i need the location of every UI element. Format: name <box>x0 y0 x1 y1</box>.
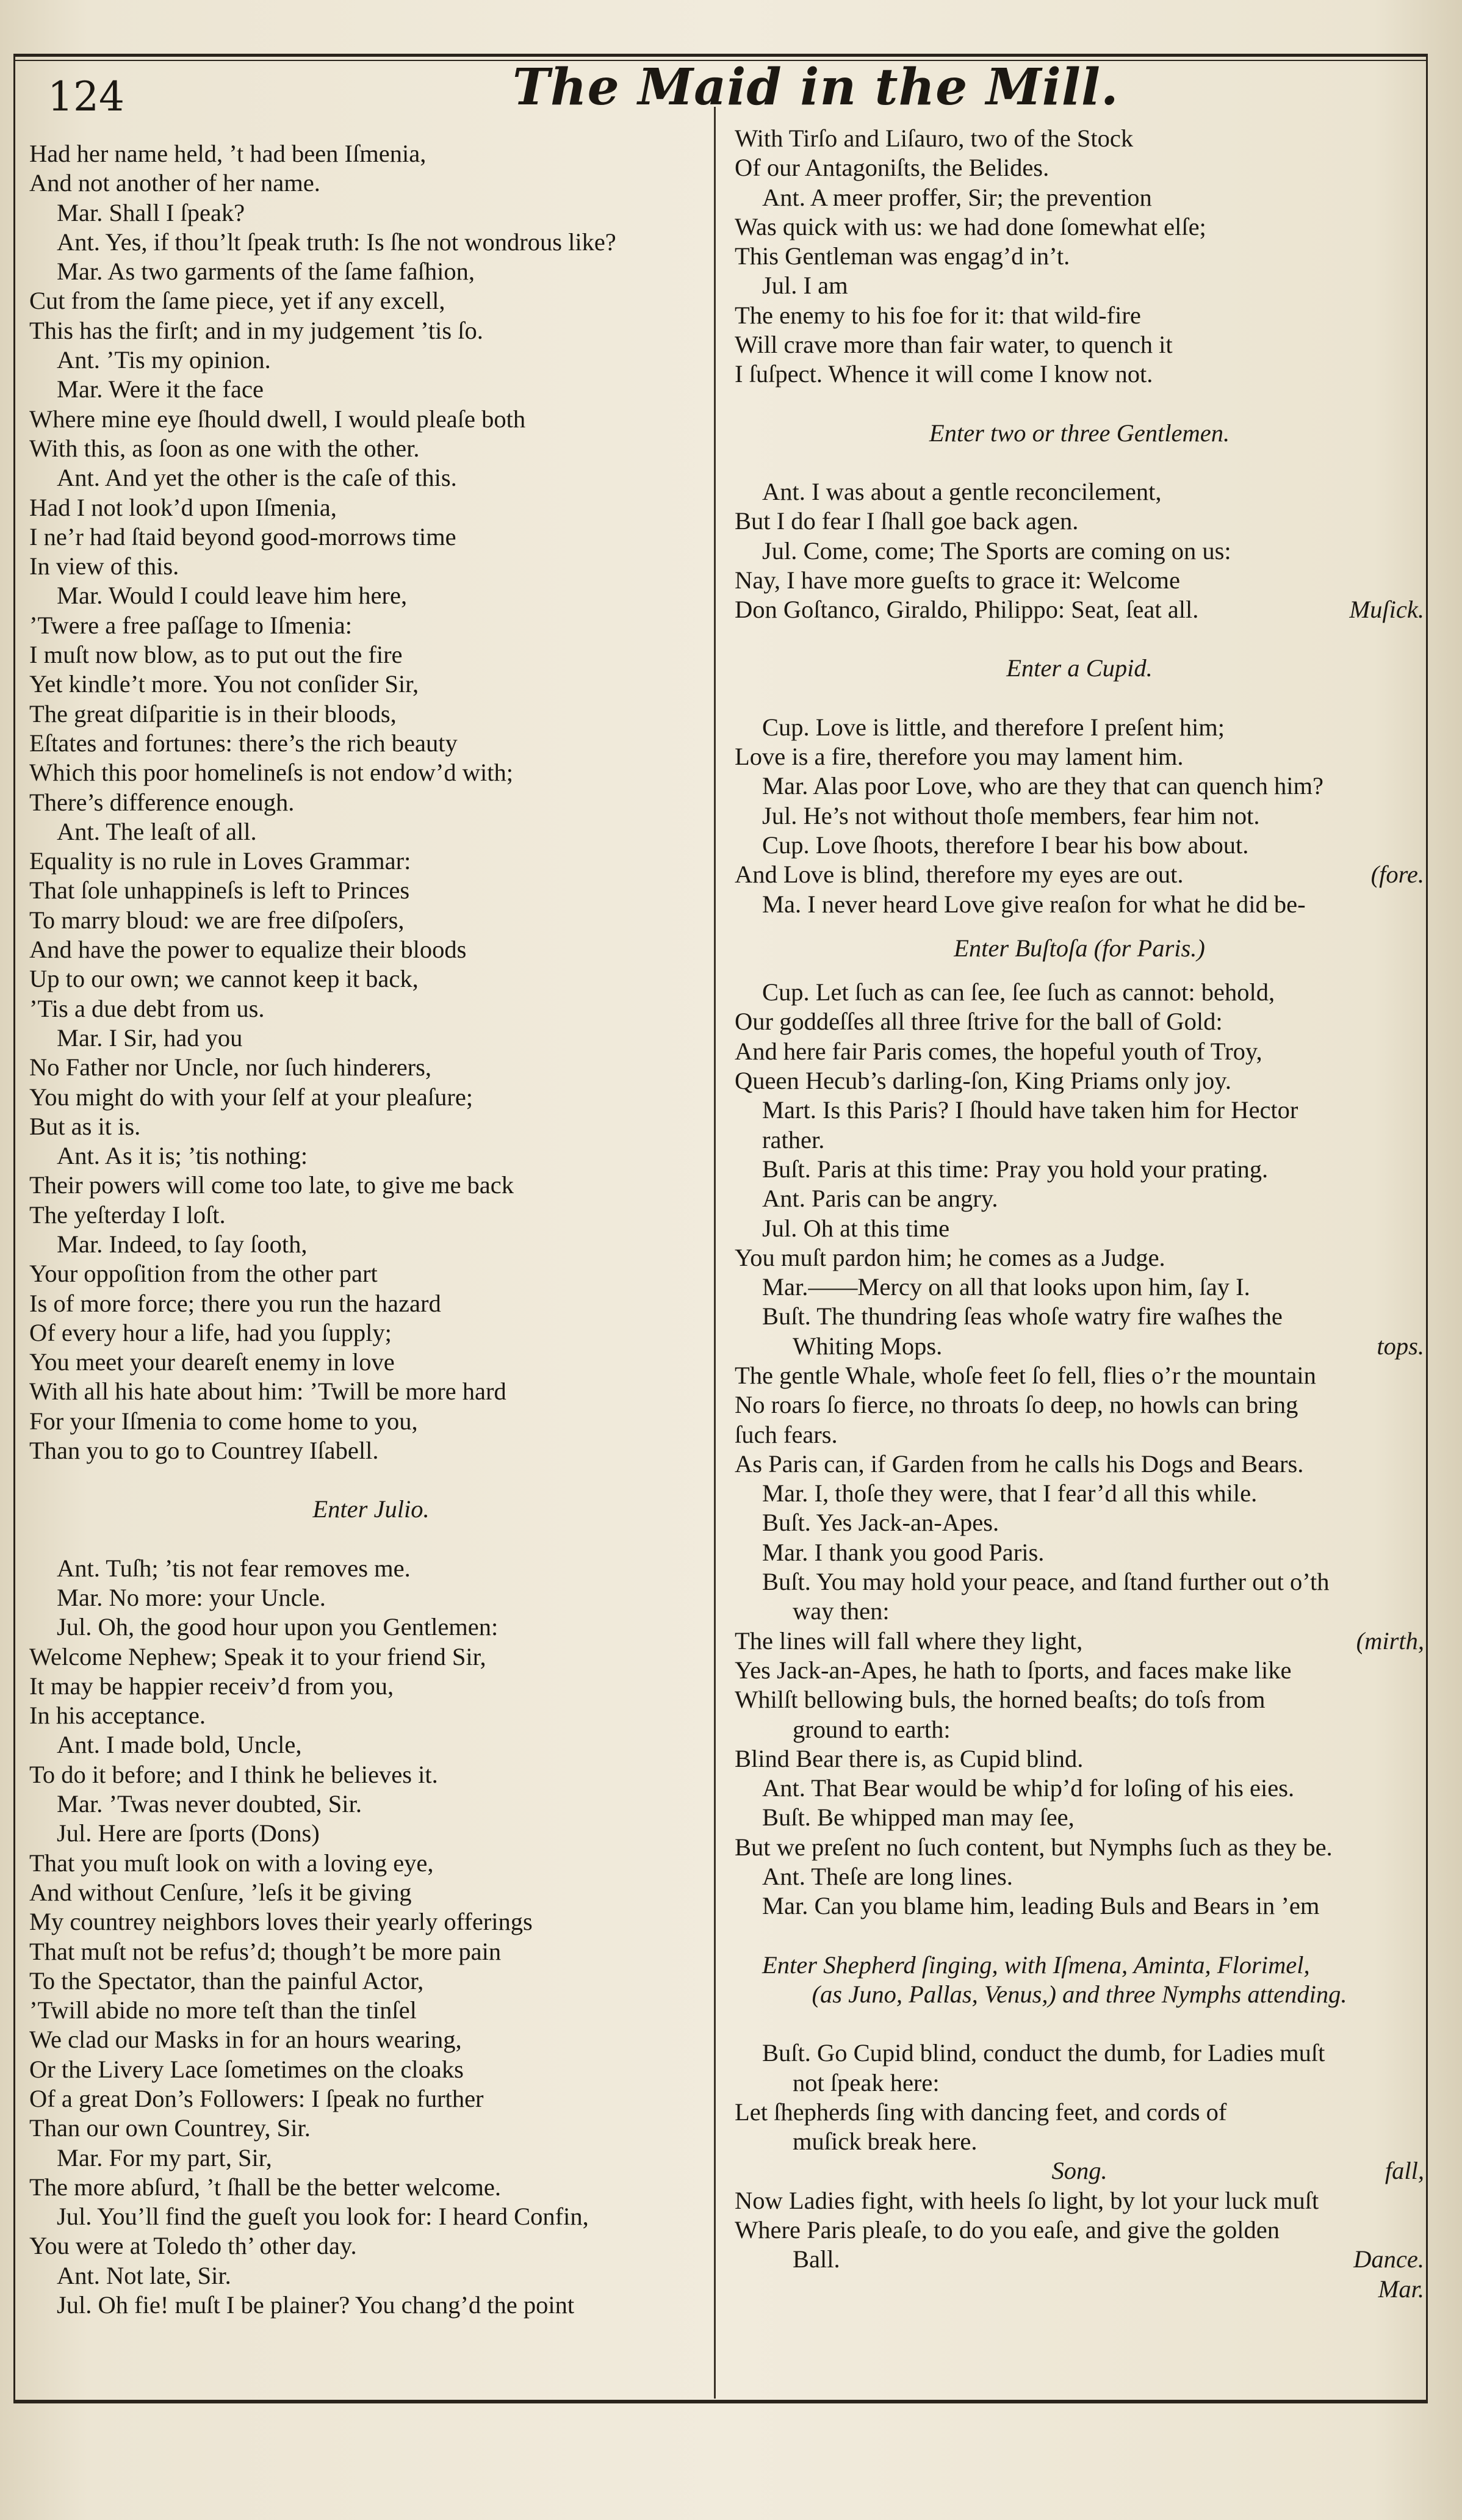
left-column-line: You might do with your ſelf at your pleaſure; <box>29 1083 474 1111</box>
left-column-line: Of a great Don’s Followers: I ſpeak no further <box>29 2085 484 2112</box>
left-column-line: Than you to go to Countrey Iſabell. <box>29 1437 379 1465</box>
right-column-line: Blind Bear there is, as Cupid blind. <box>735 1744 1084 1772</box>
left-column-line: ’Twere a free paſſage to Iſmenia: <box>29 611 352 639</box>
left-column-line: The more abſurd, ’t ſhall be the better welcome. <box>29 2173 501 2201</box>
right-column-line <box>735 448 1424 477</box>
right-column-line: Ant. A meer proffer, Sir; the prevention <box>762 183 1152 211</box>
left-column-line <box>29 1465 713 1495</box>
right-column-line: Was quick with us: we had done ſomewhat elſe; <box>735 212 1206 240</box>
right-column-line: Yes Jack-an-Apes, he hath to ſports, and faces make like <box>735 1656 1292 1684</box>
right-column-line: Buſt. Go Cupid blind, conduct the dumb, for Ladies muſt <box>762 2039 1325 2067</box>
left-column-line: You meet your deareſt enemy in love <box>29 1348 395 1376</box>
right-column-line: Ma. I never heard Love give reaſon for what he did be- <box>762 890 1306 918</box>
left-column-line: Mar. Shall I ſpeak? <box>57 198 245 226</box>
column-divider <box>714 107 716 2399</box>
left-column-line: This has the firſt; and in my judgement ’tis ſo. <box>29 316 483 344</box>
left-column-line: Jul. Here are ſports (Dons) <box>57 1819 320 1847</box>
right-column-line: Mar. Can you blame him, leading Buls and Bears in ’em <box>762 1892 1320 1920</box>
right-column-line: Ant. That Bear would be whip’d for loſing of his eies. <box>762 1774 1295 1802</box>
left-column-line: Which this poor homelineſs is not endow’d with; <box>29 759 514 787</box>
right-column-line: Queen Hecub’s darling-ſon, King Priams only joy. <box>735 1067 1231 1095</box>
left-column-line: ’Twill abide no more teſt than the tinſel <box>29 1996 417 2024</box>
right-column-line: Jul. Oh at this time <box>762 1214 950 1242</box>
right-column-line: Nay, I have more gueſts to grace it: Welcome <box>735 566 1180 594</box>
left-column-line: My countrey neighbors loves their yearly offerings <box>29 1908 533 1936</box>
right-column-line <box>735 2275 1424 2304</box>
right-column-line: But we preſent no ſuch content, but Nymphs ſuch as they be. <box>735 1833 1333 1861</box>
right-column-line: ground to earth: <box>793 1715 951 1743</box>
right-column-line: And Love is blind, therefore my eyes are out. (fore. <box>735 860 1424 889</box>
right-column-line: Of our Antagoniſts, the Belides. <box>735 154 1050 182</box>
left-column-line: Mar. For my part, Sir, <box>57 2143 272 2172</box>
left-column-line: I muſt now blow, as to put out the fire <box>29 641 403 669</box>
right-column-line: Where Paris pleaſe, to do you eaſe, and give the golden <box>735 2216 1280 2244</box>
right-margin-note: fall, <box>1385 2157 1424 2185</box>
left-column-line: No Father nor Uncle, nor ſuch hinderers, <box>29 1053 432 1081</box>
left-column-line: That you muſt look on with a loving eye, <box>29 1849 434 1877</box>
left-column <box>29 139 713 2320</box>
right-column-line: (as Juno, Pallas, Venus,) and three Nymphs attending. <box>812 1980 1347 2008</box>
left-column-line: With all his hate about him: ’Twill be more hard <box>29 1377 506 1406</box>
left-column-line: Mar. I Sir, had you <box>57 1024 243 1052</box>
right-column-line <box>735 684 1424 713</box>
left-column-line: For your Iſmenia to come home to you, <box>29 1407 418 1435</box>
right-column-line: Cup. Let ſuch as can ſee, ſee ſuch as cannot: behold, <box>762 978 1275 1006</box>
left-column-line: Mar. ’Twas never doubted, Sir. <box>57 1790 362 1818</box>
right-column-line: Song. fall, <box>735 2156 1424 2186</box>
right-column-line <box>735 1921 1424 1951</box>
right-column-line: Buſt. The thundring ſeas whoſe watry fire waſhes the <box>762 1302 1283 1330</box>
right-column-line <box>735 389 1424 419</box>
right-column-line: Ant. Theſe are long lines. <box>762 1863 1013 1891</box>
right-column-line: Mar. I thank you good Paris. <box>762 1538 1045 1566</box>
right-column-line: Let ſhepherds ſing with dancing feet, and cords of <box>735 2098 1227 2126</box>
right-column-line: The enemy to his foe for it: that wild-fire <box>735 301 1141 329</box>
right-margin-note: (mirth, <box>1356 1626 1424 1655</box>
left-column-line: In view of this. <box>29 552 179 580</box>
right-margin-note: (fore. <box>1370 861 1424 889</box>
left-column-line: Ant. Yes, if thou’lt ſpeak truth: Is ſhe not wondrous like? <box>57 228 616 256</box>
left-column-line: Had her name held, ’t had been Iſmenia, <box>29 140 427 167</box>
left-column-line: Jul. You’ll find the gueſt you look for: I heard Confin, <box>57 2203 589 2231</box>
right-column-line: rather. <box>762 1125 825 1153</box>
right-column-line <box>735 624 1424 654</box>
left-column-line: Mar. As two garments of the ſame faſhion, <box>57 258 475 286</box>
left-column-line: There’s difference enough. <box>29 788 295 816</box>
left-column-line: To do it before; and I think he believes it. <box>29 1760 438 1788</box>
left-column-line: You were at Toledo th’ other day. <box>29 2232 357 2260</box>
right-column-line: But I do fear I ſhall goe back agen. <box>735 507 1079 535</box>
right-column-line: Our goddeſſes all three ſtrive for the ball of Gold: <box>735 1008 1223 1036</box>
left-column-line: It may be happier receiv’d from you, <box>29 1672 394 1700</box>
right-column-line: Buſt. You may hold your peace, and ſtand further out o’th <box>762 1568 1330 1596</box>
left-column-line: Mar. Indeed, to ſay ſooth, <box>57 1230 308 1258</box>
right-column <box>735 124 1424 2304</box>
right-column-line: Will crave more than fair water, to quench it <box>735 331 1173 359</box>
frame-rule-left <box>13 54 15 2403</box>
right-column-line: Now Ladies fight, with heels ſo light, by lot your luck muſt <box>735 2186 1319 2214</box>
left-column-line: Ant. Not late, Sir. <box>57 2261 231 2289</box>
right-column-line <box>735 963 1424 978</box>
page-number: 124 <box>48 73 124 120</box>
right-column-line: And here fair Paris comes, the hopeful youth of Troy, <box>735 1037 1262 1065</box>
right-margin-note: Muſick. <box>1349 596 1424 624</box>
left-column-line: Ant. Tuſh; ’tis not fear removes me. <box>57 1554 411 1582</box>
left-column-line: Yet kindle’t more. You not conſider Sir, <box>29 670 419 698</box>
right-column-line: ſuch fears. <box>735 1420 838 1448</box>
left-column-line: Ant. And yet the other is the caſe of this. <box>57 464 457 492</box>
left-column-line: Of every hour a life, had you ſupply; <box>29 1318 392 1346</box>
left-column-line: Where mine eye ſhould dwell, I would pleaſe both <box>29 405 526 433</box>
right-margin-note: Dance. <box>1353 2245 1424 2273</box>
right-column-line: Whiting Mops. tops. <box>735 1332 1424 1361</box>
right-column-line: The gentle Whale, whoſe feet ſo fell, flies o’r the mountain <box>735 1361 1316 1389</box>
right-column-line: not ſpeak here: <box>793 2068 940 2096</box>
right-column-line <box>735 2009 1424 2038</box>
right-column-line: Enter a Cupid. <box>1006 654 1153 682</box>
running-title: The Maid in the Mill. <box>513 58 1119 117</box>
right-column-line: Jul. Come, come; The Sports are coming on us: <box>762 536 1231 565</box>
left-column-line: And not another of her name. <box>29 169 320 197</box>
frame-rule-bottom <box>13 2400 1428 2403</box>
right-column-line: Buſt. Yes Jack-an-Apes. <box>762 1509 999 1537</box>
right-column-line: Cup. Love ſhoots, therefore I bear his bow about. <box>762 831 1249 859</box>
right-margin-note: tops. <box>1377 1332 1424 1360</box>
right-column-line: Buſt. Be whipped man may ſee, <box>762 1803 1075 1832</box>
left-column-line: Jul. Oh fie! muſt I be plainer? You chang’d the point <box>57 2291 575 2319</box>
left-column-line: Mar. Were it the face <box>57 375 264 403</box>
right-column-line: Enter two or three Gentlemen. <box>929 419 1230 447</box>
right-column-line: As Paris can, if Garden from he calls his Dogs and Bears. <box>735 1450 1304 1478</box>
left-column-line: But as it is. <box>29 1112 141 1140</box>
right-column-line: No roars ſo fierce, no throats ſo deep, no howls can bring <box>735 1391 1298 1419</box>
left-column-line: Is of more force; there you run the hazard <box>29 1289 441 1317</box>
left-column-line: The yeſterday I loſt. <box>29 1200 226 1229</box>
right-column-line: With Tirſo and Liſauro, two of the Stock <box>735 125 1134 152</box>
right-column-line <box>735 919 1424 934</box>
left-column-line: Mar. No more: your Uncle. <box>57 1583 326 1611</box>
left-column-line: With this, as ſoon as one with the other. <box>29 434 420 462</box>
left-column-line: Ant. As it is; ’tis nothing: <box>57 1142 308 1170</box>
right-column-line: Ant. I was about a gentle reconcilement, <box>762 477 1162 505</box>
left-column-line: Jul. Oh, the good hour upon you Gentlemen: <box>57 1613 499 1641</box>
left-column-line: Welcome Nephew; Speak it to your friend Sir, <box>29 1642 486 1670</box>
left-column-line: Enter Julio. <box>312 1495 430 1523</box>
right-column-line: Don Goſtanco, Giraldo, Philippo: Seat, ſeat all. Muſick. <box>735 595 1424 624</box>
left-column-line: To marry bloud: we are free diſpoſers, <box>29 906 405 934</box>
right-column-line: Mar. I, thoſe they were, that I fear’d all this while. <box>762 1479 1258 1507</box>
right-column-line: I ſuſpect. Whence it will come I know not. <box>735 360 1153 388</box>
left-column-line: To the Spectator, than the painful Actor, <box>29 1966 424 1995</box>
right-column-line: Enter Buſtoſa (for Paris.) <box>954 934 1205 962</box>
right-column-line: Mar. Alas poor Love, who are they that can quench him? <box>762 772 1323 800</box>
left-column-line: Your oppoſition from the other part <box>29 1260 378 1288</box>
left-column-line: Up to our own; we cannot keep it back, <box>29 965 419 993</box>
left-column-line: In his acceptance. <box>29 1702 206 1730</box>
left-column-line: I ne’r had ſtaid beyond good-morrows time <box>29 522 456 551</box>
right-column-line: Ant. Paris can be angry. <box>762 1185 998 1213</box>
right-column-line: way then: <box>793 1597 890 1625</box>
left-column-line: Ant. I made bold, Uncle, <box>57 1731 302 1759</box>
left-column-line: And have the power to equalize their bloods <box>29 936 467 964</box>
right-column-line: Mar.——Mercy on all that looks upon him, ſay I. <box>762 1273 1250 1301</box>
left-column-line: ’Tis a due debt from us. <box>29 994 265 1022</box>
left-column-line: Cut from the ſame piece, yet if any excell, <box>29 287 445 315</box>
left-column-line: Their powers will come too late, to give me back <box>29 1171 514 1199</box>
left-column-line: And without Cenſure, ’leſs it be giving <box>29 1878 412 1906</box>
right-column-line: Buſt. Paris at this time: Pray you hold your prating. <box>762 1155 1269 1183</box>
left-column-line: That ſole unhappineſs is left to Princes <box>29 876 410 904</box>
left-column-line <box>29 1525 713 1554</box>
right-column-line: Mart. Is this Paris? I ſhould have taken him for Hector <box>762 1096 1298 1124</box>
frame-rule-top <box>13 54 1428 57</box>
right-column-line: Jul. I am <box>762 272 848 300</box>
right-column-line: Ball. Dance. <box>735 2245 1424 2274</box>
right-margin-note: Mar. <box>1378 2275 1424 2303</box>
right-column-line: muſick break here. <box>793 2128 978 2156</box>
right-column-line: Whilſt bellowing buls, the horned beaſts; do toſs from <box>735 1686 1266 1714</box>
left-column-line: That muſt not be refus’d; though’t be more pain <box>29 1937 502 1965</box>
left-column-line: Mar. Would I could leave him here, <box>57 582 408 610</box>
left-column-line: Eſtates and fortunes: there’s the rich beauty <box>29 729 458 757</box>
right-column-line: This Gentleman was engag’d in’t. <box>735 242 1070 270</box>
frame-rule-right <box>1426 54 1428 2403</box>
right-column-line: Cup. Love is little, and therefore I preſent him; <box>762 713 1225 741</box>
right-column-line: Jul. He’s not without thoſe members, fear him not. <box>762 801 1260 829</box>
left-column-line: Ant. ’Tis my opinion. <box>57 346 271 374</box>
left-column-line: Ant. The leaſt of all. <box>57 817 257 845</box>
right-column-line: The lines will fall where they light, (mirth, <box>735 1626 1424 1656</box>
right-column-line: Love is a fire, therefore you may lament him. <box>735 743 1184 771</box>
left-column-line: Equality is no rule in Loves Grammar: <box>29 847 411 875</box>
left-column-line: The great diſparitie is in their bloods, <box>29 699 397 727</box>
right-column-line: Enter Shepherd ſinging, with Iſmena, Aminta, Florimel, <box>762 1951 1310 1979</box>
left-column-line: Or the Livery Lace ſometimes on the cloaks <box>29 2055 464 2083</box>
left-column-line: Than our own Countrey, Sir. <box>29 2114 311 2142</box>
left-column-line: Had I not look’d upon Iſmenia, <box>29 493 337 521</box>
left-column-line: We clad our Masks in for an hours wearing, <box>29 2026 462 2054</box>
right-column-line: You muſt pardon him; he comes as a Judge. <box>735 1243 1165 1271</box>
